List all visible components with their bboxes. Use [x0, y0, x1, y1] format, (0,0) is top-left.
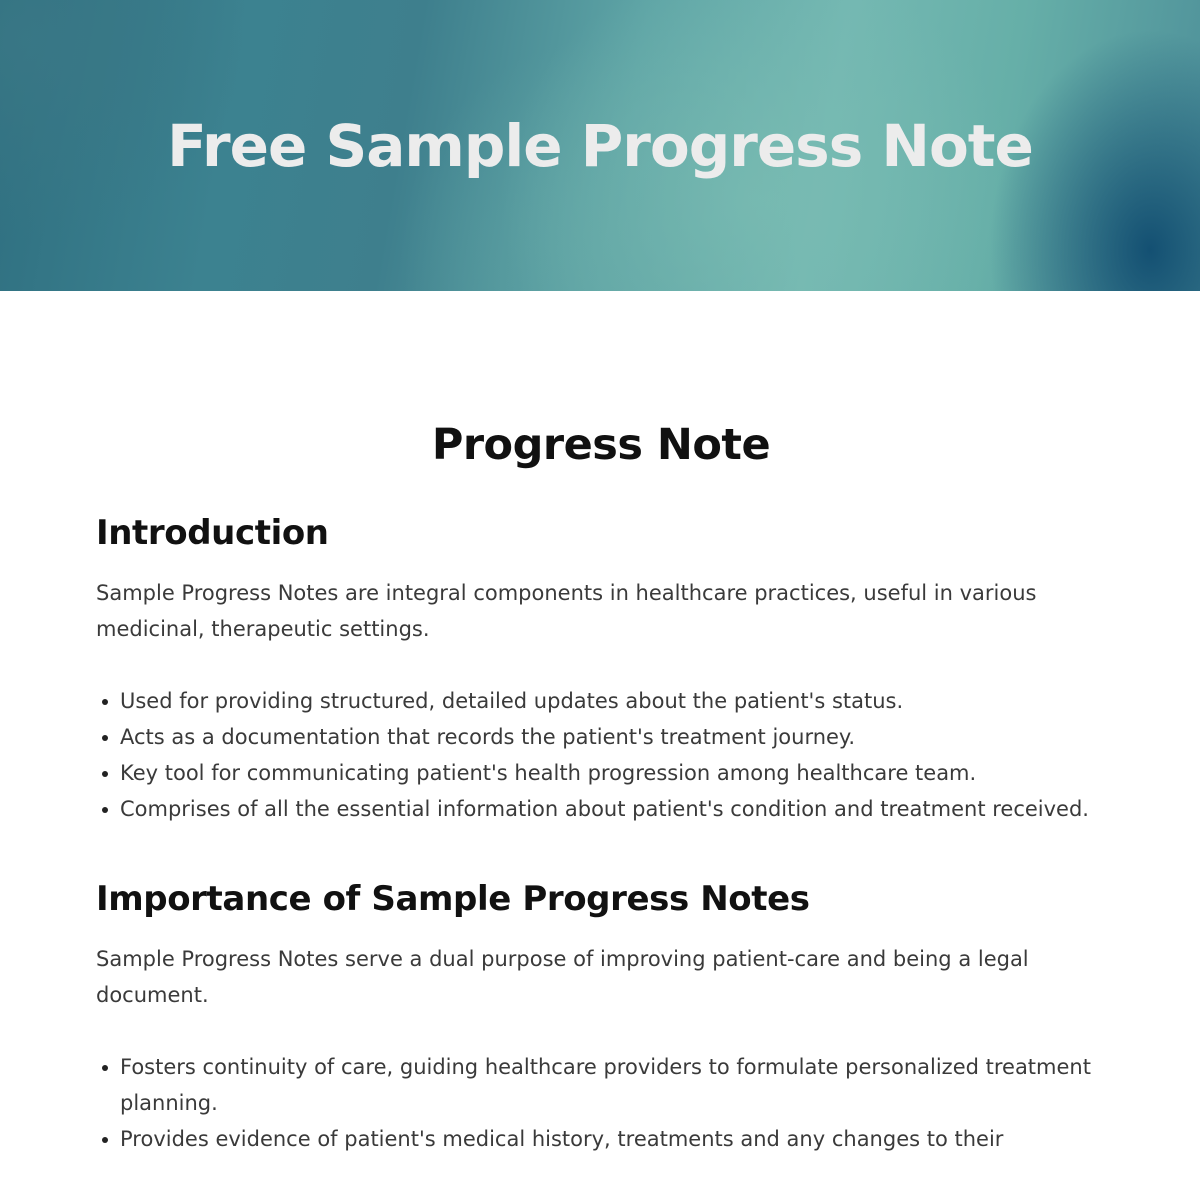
section-paragraph-importance: Sample Progress Notes serve a dual purpose of improving patient-care and being a legal document.	[96, 947, 1029, 1007]
header-banner	[0, 0, 1200, 291]
section-heading-introduction: Introduction	[96, 513, 329, 553]
list-item: Comprises of all the essential information about patient's condition and treatment received.	[96, 791, 1106, 827]
list-item: Acts as a documentation that records the patient's treatment journey.	[96, 719, 1106, 755]
list-item: Used for providing structured, detailed updates about the patient's status.	[96, 683, 1106, 719]
list-item: Key tool for communicating patient's health progression among healthcare team.	[96, 755, 1106, 791]
section-heading-importance: Importance of Sample Progress Notes	[96, 879, 810, 919]
section-importance	[96, 875, 1106, 1157]
section-paragraph-introduction: Sample Progress Notes are integral components in healthcare practices, useful in various medicinal, therapeutic settings.	[96, 581, 1037, 641]
document-body	[96, 291, 1106, 1157]
section-introduction	[96, 509, 1106, 827]
document-title: Progress Note	[431, 420, 771, 470]
bullet-list-introduction	[96, 683, 1106, 827]
bullet-list-importance	[96, 1049, 1106, 1157]
list-item: Provides evidence of patient's medical history, treatments and any changes to their	[96, 1121, 1106, 1157]
list-item: Fosters continuity of care, guiding healthcare providers to formulate personalized treatment planning.	[96, 1049, 1106, 1121]
banner-title: Free Sample Progress Note	[167, 112, 1033, 180]
